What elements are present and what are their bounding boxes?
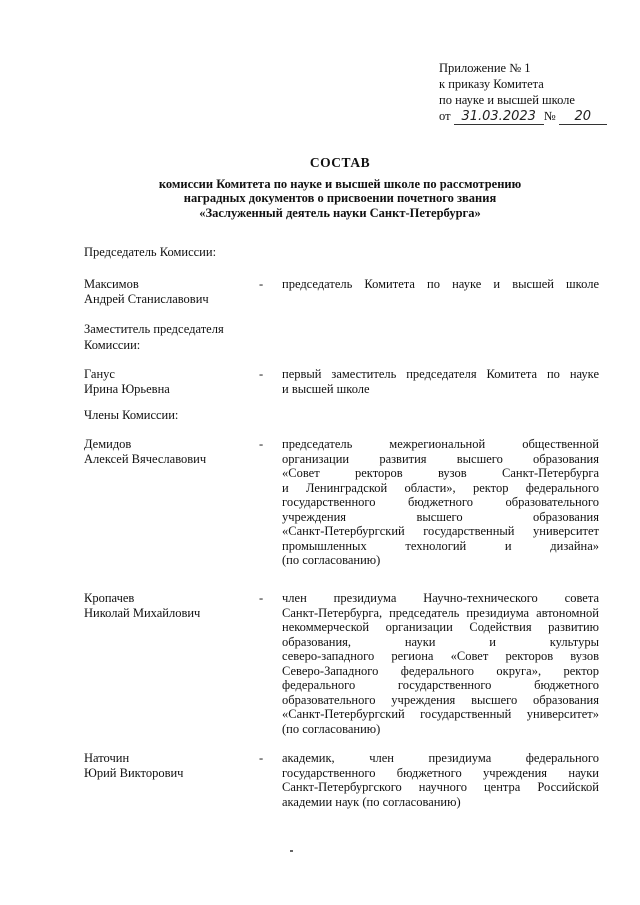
number-prefix: №	[543, 109, 556, 123]
person-name	[84, 367, 254, 396]
surname: Кропачев	[84, 591, 135, 605]
given-names: Николай Михайлович	[84, 605, 201, 620]
desc-line: Санкт-Петербурга, председатель президиума автономной	[282, 605, 599, 620]
person-name	[84, 277, 254, 306]
desc-line: председатель межрегиональной общественной	[282, 437, 599, 451]
dash: -	[259, 751, 264, 765]
desc-line: председатель Комитета по науке и высшей школе	[282, 277, 599, 291]
date-prefix: от	[439, 109, 451, 123]
surname: Максимов	[84, 277, 139, 291]
title-line-1: комиссии Комитета по науке и высшей школе по рассмотрению	[158, 176, 522, 191]
desc-line: «Санкт-Петербургский государственный университет»	[282, 707, 599, 721]
desc-line: (по согласованию)	[282, 721, 381, 736]
desc-line: учреждения высшего образования	[282, 509, 599, 524]
person-description	[282, 591, 599, 736]
appendix-date-line	[439, 108, 609, 125]
appendix-line-2: к приказу Комитета	[439, 77, 544, 91]
deputy-label-line-2: Комиссии:	[84, 338, 141, 352]
dash: -	[259, 277, 264, 291]
desc-line: Северо-Западного федерального округа», ректор	[282, 663, 599, 678]
members-label: Члены Комиссии:	[84, 408, 179, 422]
title-line-2: наградных документов о присвоении почетного звания	[183, 191, 497, 205]
desc-line: и Ленинградской области», ректор федерального	[282, 480, 599, 495]
person-description	[282, 367, 599, 396]
desc-line: некоммерческой организации Содействия развитию	[282, 620, 599, 634]
appendix-line-3: по науке и высшей школе	[439, 93, 575, 107]
desc-line: «Санкт-Петербургский государственный университет	[282, 524, 599, 538]
person-description	[282, 277, 599, 292]
title-main: СОСТАВ	[309, 155, 371, 170]
person-description	[282, 437, 599, 568]
dash: -	[259, 367, 264, 381]
title-line-3: «Заслуженный деятель науки Санкт-Петербурга»	[199, 205, 481, 220]
given-names: Андрей Станиславович	[84, 291, 209, 306]
desc-line: образовательного учреждения высшего образования	[282, 692, 599, 707]
surname: Демидов	[84, 437, 132, 451]
given-names: Алексей Вячеславович	[84, 451, 207, 466]
surname: Наточин	[84, 751, 130, 765]
desc-line: и высшей школе	[282, 381, 370, 396]
handwritten-number: 20	[559, 110, 607, 125]
appendix-line-1: Приложение № 1	[439, 61, 531, 75]
deputy-label	[84, 321, 224, 353]
dash: -	[259, 591, 264, 605]
desc-line: первый заместитель председателя Комитета по науке	[282, 367, 599, 381]
given-names: Ирина Юрьевна	[84, 381, 170, 396]
desc-line: северо-западного региона «Совет ректоров вузов	[282, 649, 599, 663]
desc-line: федерального государственного бюджетного	[282, 678, 599, 692]
dash: -	[259, 437, 264, 451]
desc-line: промышленных технологий и дизайна»	[282, 538, 599, 553]
desc-line: государственного бюджетного образовательного	[282, 495, 599, 509]
desc-line: организации развития высшего образования	[282, 451, 599, 466]
desc-line: государственного бюджетного учреждения науки	[282, 765, 599, 780]
desc-line: (по согласованию)	[282, 553, 381, 567]
desc-line: член президиума Научно-технического совета	[282, 591, 599, 605]
person-name	[84, 437, 254, 466]
given-names: Юрий Викторович	[84, 765, 184, 780]
desc-line: образования, науки и культуры	[282, 634, 599, 649]
deputy-label-line-1: Заместитель председателя	[84, 322, 224, 336]
document-title	[60, 156, 620, 220]
person-description	[282, 751, 599, 809]
desc-line: академик, член президиума федерального	[282, 751, 599, 765]
chair-label: Председатель Комиссии:	[84, 245, 217, 259]
surname: Ганус	[84, 367, 115, 381]
person-name	[84, 591, 254, 620]
desc-line: «Совет ректоров вузов Санкт-Петербурга	[282, 466, 599, 480]
handwritten-date: 31.03.2023	[454, 110, 544, 125]
scan-speck	[290, 850, 293, 852]
desc-line: академии наук (по согласованию)	[282, 794, 461, 809]
desc-line: Санкт-Петербургского научного центра Российской	[282, 780, 599, 794]
appendix-block	[439, 60, 609, 125]
person-name	[84, 751, 254, 780]
